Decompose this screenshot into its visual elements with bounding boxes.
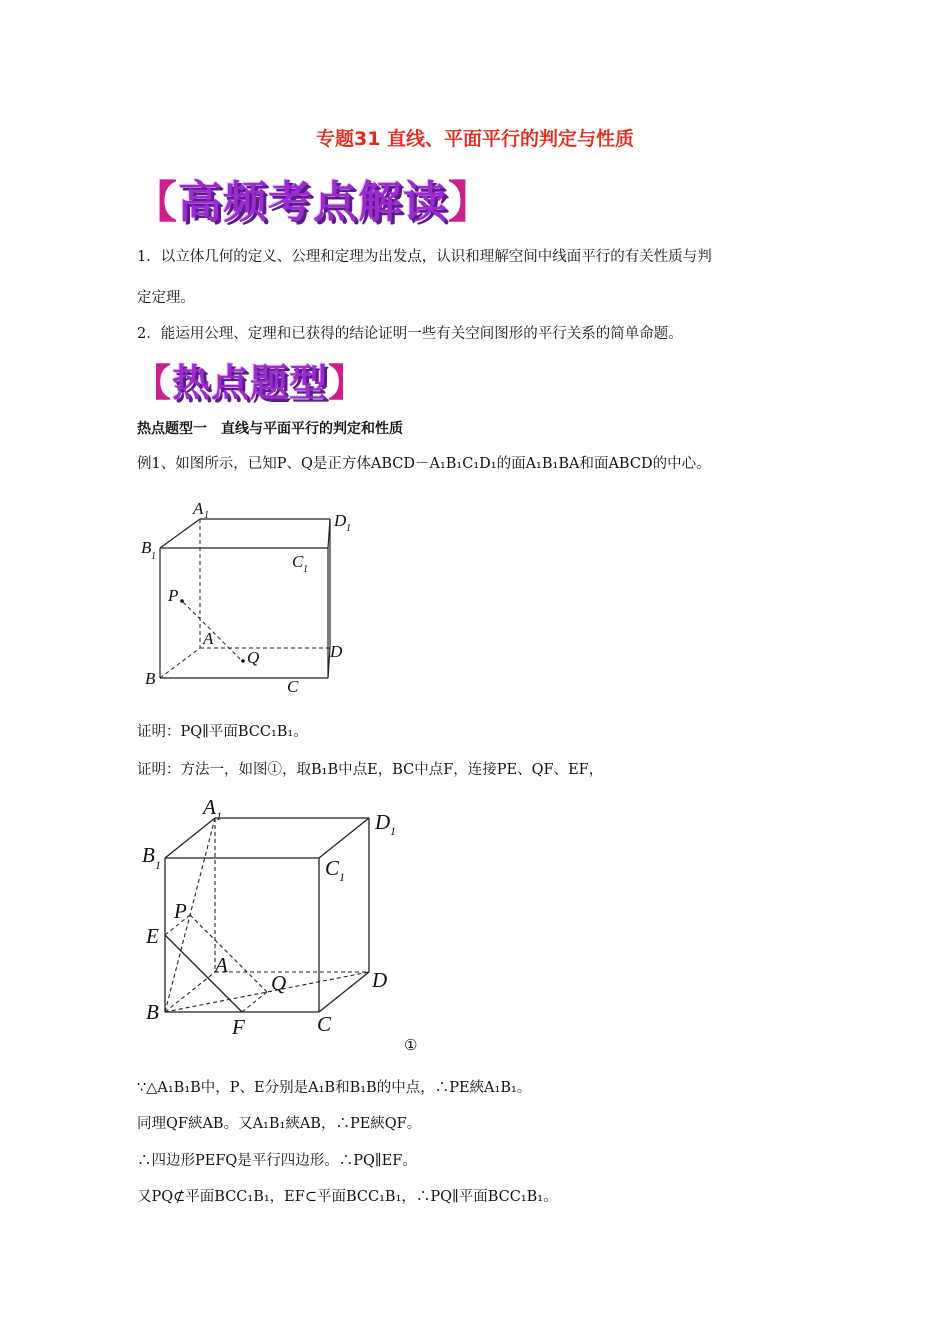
banner-text: 高频考点解读 xyxy=(178,177,448,228)
label-e: E xyxy=(146,924,159,948)
proof-line-1: ∵△A₁B₁B中，P、E分别是A₁B和B₁B的中点，∴PE綊A₁B₁。 xyxy=(137,1080,532,1096)
label-b1: B xyxy=(142,843,155,867)
label-b1: B xyxy=(141,538,152,557)
label-a: A xyxy=(203,629,214,648)
proof-line-2: 同理QF綊AB。又A₁B₁綊AB，∴PE綊QF。 xyxy=(137,1116,422,1132)
label-a1-sub: 1 xyxy=(216,809,222,823)
intro-item-1-line-1: 1．以立体几何的定义、公理和定理为出发点，认识和理解空间中线面平行的有关性质与判 xyxy=(137,249,712,265)
label-d1: D xyxy=(334,511,347,530)
prove-statement: 证明：PQ∥平面BCC₁B₁。 xyxy=(137,724,308,740)
section-heading: 热点题型一 直线与平面平行的判定和性质 xyxy=(137,421,403,437)
edge-cd xyxy=(319,972,369,1012)
label-d: D xyxy=(372,968,388,992)
banner-bracket-left: 【 xyxy=(133,360,173,405)
proof-line-3: ∴四边形PEFQ是平行四边形。∴PQ∥EF。 xyxy=(137,1153,417,1169)
label-c1: C xyxy=(325,856,340,880)
label-a1: A xyxy=(193,499,204,518)
label-d1-sub: 1 xyxy=(390,824,396,838)
edge-ab-hidden xyxy=(160,648,200,678)
label-p: P xyxy=(168,586,179,605)
label-d1: D xyxy=(375,810,391,834)
proof-intro: 证明：方法一，如图①，取B₁B中点E，BC中点F，连接PE、QF、EF， xyxy=(137,762,604,778)
edge-c1d1 xyxy=(319,818,369,858)
point-p xyxy=(180,599,184,603)
banner-text: 热点题型 xyxy=(172,360,329,405)
label-c1: C xyxy=(292,552,304,571)
edge-b1a1 xyxy=(160,519,200,548)
label-p: P xyxy=(174,899,187,923)
label-d1-sub: 1 xyxy=(346,523,351,534)
point-q xyxy=(241,659,245,663)
page-title: 专题31 直线、平面平行的判定与性质 xyxy=(315,128,635,150)
cube-figure-1 xyxy=(130,495,370,695)
label-d: D xyxy=(330,642,343,661)
intro-item-1-line-2: 定定理。 xyxy=(137,290,195,306)
label-f: F xyxy=(232,1015,245,1039)
label-q: Q xyxy=(247,648,260,667)
segment-pq xyxy=(190,915,267,992)
edge-b1a1 xyxy=(165,818,215,858)
banner-high-frequency xyxy=(133,166,493,230)
intro-item-2: 2．能运用公理、定理和已获得的结论证明一些有关空间图形的平行关系的简单命题。 xyxy=(137,326,683,342)
label-c: C xyxy=(287,677,299,695)
banner-bracket-right: 】 xyxy=(448,177,493,228)
banner-bracket-left: 【 xyxy=(133,177,178,228)
label-b1-sub: 1 xyxy=(155,858,161,872)
label-a: A xyxy=(215,953,228,977)
label-b: B xyxy=(145,669,156,688)
label-a1-sub: 1 xyxy=(204,510,209,521)
segment-ef xyxy=(165,935,242,1012)
label-b1-sub: 1 xyxy=(151,551,156,562)
label-q: Q xyxy=(271,971,287,995)
figure-2-caption: ① xyxy=(404,1036,418,1054)
banner-hot-topics xyxy=(133,352,367,407)
banner-bracket-right: 】 xyxy=(328,360,368,405)
example-1-text: 例1、如图所示，已知P、Q是正方体ABCD－A₁B₁C₁D₁的面A₁B₁BA和面ABCD的中心。 xyxy=(137,456,711,472)
label-c: C xyxy=(317,1012,332,1036)
label-c1-sub: 1 xyxy=(303,564,308,575)
label-c1-sub: 1 xyxy=(339,870,345,884)
proof-line-4: 又PQ⊄平面BCC₁B₁，EF⊂平面BCC₁B₁，∴PQ∥平面BCC₁B₁。 xyxy=(137,1189,558,1205)
cube-figure-2 xyxy=(140,795,410,1040)
label-b: B xyxy=(146,1000,159,1024)
label-a1: A xyxy=(203,795,216,819)
